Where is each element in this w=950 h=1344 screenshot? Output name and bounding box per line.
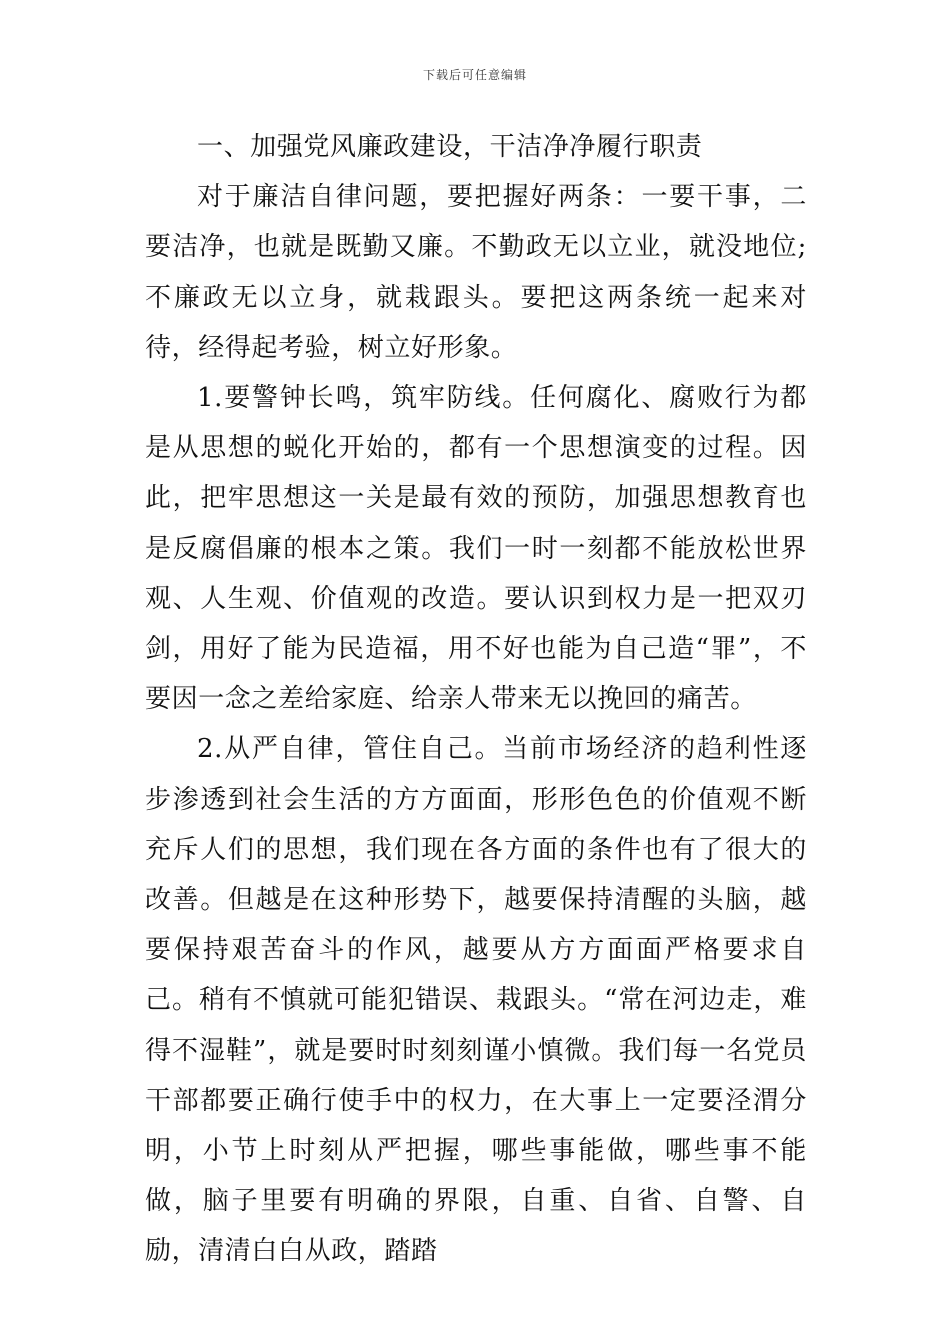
document-body bbox=[145, 122, 807, 1277]
paragraph-point-2: 2.从严自律，管住自己。当前市场经济的趋利性逐步渗透到社会生活的方方面面，形形色色的价值观不断充斥人们的思想，我们现在各方面的条件也有了很大的改善。但越是在这种形势下，越要保持清醒的头脑，越要保持艰苦奋斗的作风，越要从方方面面严格要求自己。稍有不慎就可能犯错误、栽跟头。“常在河边走，难得不湿鞋”，就是要时时刻刻谨小慎微。我们每一名党员干部都要正确行使手中的权力，在大事上一定要泾渭分明，小节上时刻从严把握，哪些事能做，哪些事不能做，脑子里要有明确的界限，自重、自省、自警、自励，清清白白从政，踏踏 bbox=[145, 734, 807, 1267]
paragraph-intro: 对于廉洁自律问题，要把握好两条：一要干事，二要洁净，也就是既勤又廉。不勤政无以立业，就没地位;不廉政无以立身，就栽跟头。要把这两条统一起来对待，经得起考验，树立好形象。 bbox=[145, 182, 807, 363]
paragraph-point-1: 1.要警钟长鸣，筑牢防线。任何腐化、腐败行为都是从思想的蜕化开始的，都有一个思想演变的过程。因此，把牢思想这一关是最有效的预防，加强思想教育也是反腐倡廉的根本之策。我们一时一刻都不能放松世界观、人生观、价值观的改造。要认识到权力是一把双刃剑，用好了能为民造福，用不好也能为自己造“罪”，不要因一念之差给家庭、给亲人带来无以挽回的痛苦。 bbox=[145, 383, 807, 715]
header-note: 下载后可任意编辑 bbox=[422, 68, 527, 82]
section-heading: 一、加强党风廉政建设，干洁净净履行职责 bbox=[197, 132, 703, 162]
